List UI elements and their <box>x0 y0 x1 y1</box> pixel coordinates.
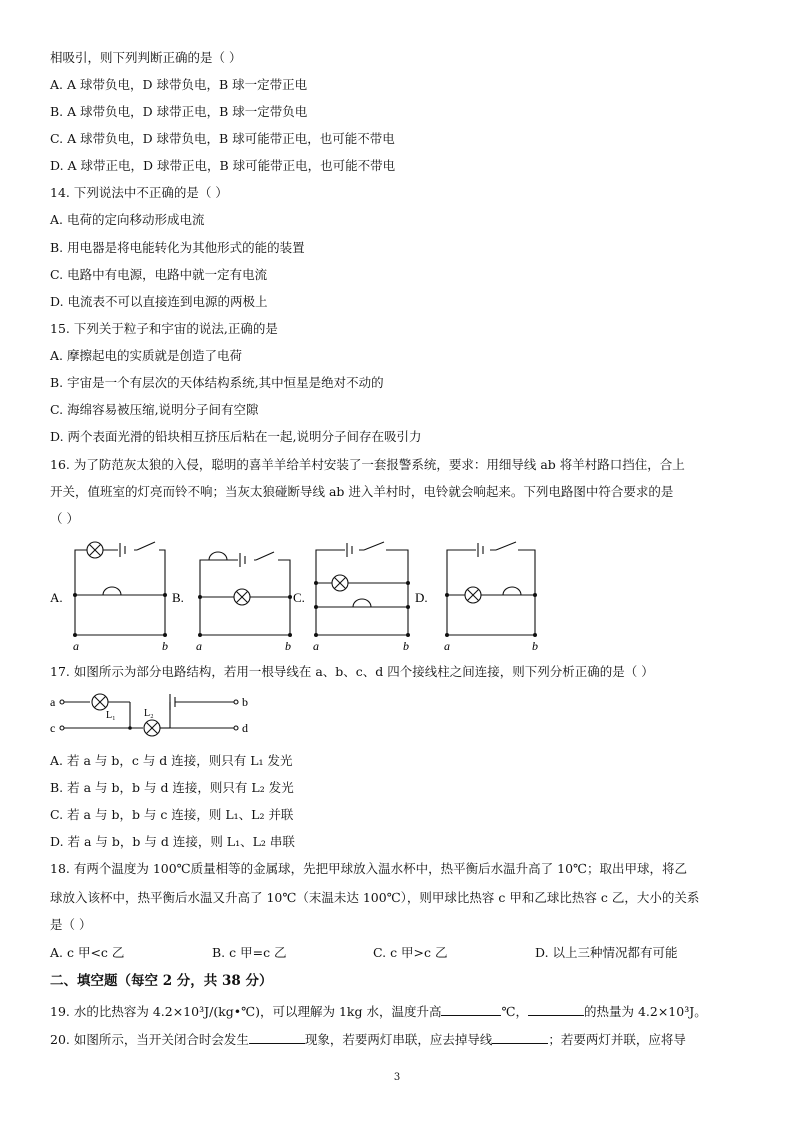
q17-option-d: D. 若 a 与 b，b 与 d 连接，则 L₁、L₂ 串联 <box>50 834 295 849</box>
q14-option-d: D. 电流表不可以直接连到电源的两极上 <box>50 294 268 309</box>
q13-option-b: B. A 球带负电，D 球带正电，B 球一定带负电 <box>50 104 308 119</box>
q16-circuit-diagrams <box>0 535 794 665</box>
q17-option-a: A. 若 a 与 b，c 与 d 连接，则只有 L₁ 发光 <box>50 753 293 768</box>
q15-option-b: B. 宇宙是一个有层次的天体结构系统,其中恒星是绝对不动的 <box>50 375 384 390</box>
q20-blank-2[interactable] <box>492 1031 548 1044</box>
q14-option-b: B. 用电器是将电能转化为其他形式的能的装置 <box>50 240 305 255</box>
q14-option-a: A. 电荷的定向移动形成电流 <box>50 212 205 227</box>
q19-text-1: 19. 水的比热容为 4.2×10³J/(kg•℃)，可以理解为 1kg 水，温度升高 <box>50 1004 442 1019</box>
q15-stem: 15. 下列关于粒子和宇宙的说法,正确的是 <box>50 321 278 336</box>
q20 <box>50 1031 686 1048</box>
q16-label-d: D. <box>415 590 428 605</box>
terminal-b: b <box>532 639 538 653</box>
lamp-l2-label: L₂ <box>144 708 154 719</box>
q15-option-c: C. 海绵容易被压缩,说明分子间有空隙 <box>50 402 259 417</box>
q20-text-2: 现象，若要两灯串联，应去掉导线 <box>304 1032 493 1047</box>
terminal-b: b <box>242 695 248 709</box>
q14-stem: 14. 下列说法中不正确的是（ ） <box>50 185 228 200</box>
terminal-b: b <box>162 639 168 653</box>
q16-circuit-b <box>200 552 290 635</box>
q17-option-c: C. 若 a 与 b，b 与 c 连接，则 L₁、L₂ 并联 <box>50 807 294 822</box>
q13-option-c: C. A 球带负电，D 球带负电，B 球可能带正电，也可能不带电 <box>50 131 395 146</box>
terminal-a: a <box>50 695 56 709</box>
terminal-b: b <box>285 639 291 653</box>
q16-stem-line1: 16. 为了防范灰太狼的入侵，聪明的喜羊羊给羊村安装了一套报警系统，要求：用细导线 ab 将羊村路口挡住，合上 <box>50 457 685 472</box>
q17-partial-circuit <box>48 690 268 740</box>
q18-option-d: D. 以上三种情况都有可能 <box>535 945 678 960</box>
terminal-a: a <box>444 639 450 653</box>
q13-continuation: 相吸引，则下列判断正确的是（ ） <box>50 50 242 65</box>
q20-blank-1[interactable] <box>249 1031 305 1044</box>
q18-stem-line2: 球放入该杯中，热平衡后水温又升高了 10℃（末温未达 100℃），则甲球比热容 c 甲和乙球比热容 c 乙，大小的关系 <box>50 890 700 905</box>
q13-option-a: A. A 球带负电，D 球带负电，B 球一定带正电 <box>50 77 308 92</box>
q17-option-b: B. 若 a 与 b，b 与 d 连接，则只有 L₂ 发光 <box>50 780 294 795</box>
q16-circuit-a <box>75 542 165 635</box>
terminal-b: b <box>403 639 409 653</box>
q18-option-a: A. c 甲<c 乙 <box>50 945 125 960</box>
q16-label-a: A. <box>50 590 63 605</box>
terminal-d: d <box>242 721 248 735</box>
section-2-heading: 二、填空题（每空 2 分，共 38 分） <box>50 973 273 989</box>
q16-circuit-d <box>447 542 535 635</box>
lamp-l1-label: L₁ <box>106 710 116 721</box>
q19-text-3: 的热量为 4.2×10³J。 <box>583 1004 707 1019</box>
q16-stem-line2: 开关，值班室的灯亮而铃不响；当灰太狼碰断导线 ab 进入羊村时，电铃就会响起来。下列电路图中符合要求的是 <box>50 484 674 499</box>
q20-text-1: 20. 如图所示，当开关闭合时会发生 <box>50 1032 249 1047</box>
terminal-a: a <box>313 639 319 653</box>
q13-option-d: D. A 球带正电，D 球带正电，B 球可能带正电，也可能不带电 <box>50 158 396 173</box>
q20-text-3: ；若要两灯并联，应将导 <box>548 1032 686 1047</box>
q18-stem-line1: 18. 有两个温度为 100℃质量相等的金属球，先把甲球放入温水杯中，热平衡后水温升高了 10℃；取出甲球，将乙 <box>50 861 688 876</box>
page-number: 3 <box>393 1072 401 1083</box>
q18-option-c: C. c 甲>c 乙 <box>373 945 448 960</box>
q18-option-b: B. c 甲=c 乙 <box>212 945 287 960</box>
q19 <box>50 1003 707 1020</box>
q17-stem: 17. 如图所示为部分电路结构，若用一根导线在 a、b、c、d 四个接线柱之间连接，则下列分析正确的是（ ） <box>50 664 654 679</box>
q15-option-d: D. 两个表面光滑的铅块相互挤压后粘在一起,说明分子间存在吸引力 <box>50 429 422 444</box>
q18-stem-line3: 是（ ） <box>50 917 92 932</box>
q16-label-c: C. <box>293 590 305 605</box>
q19-text-2: ℃， <box>501 1004 528 1019</box>
terminal-a: a <box>73 639 79 653</box>
q14-option-c: C. 电路中有电源，电路中就一定有电流 <box>50 267 268 282</box>
q16-circuit-c <box>316 542 408 635</box>
q15-option-a: A. 摩擦起电的实质就是创造了电荷 <box>50 348 242 363</box>
terminal-c: c <box>50 721 56 735</box>
terminal-a: a <box>196 639 202 653</box>
q19-blank-1[interactable] <box>441 1003 501 1016</box>
q19-blank-2[interactable] <box>528 1003 584 1016</box>
q16-label-b: B. <box>172 590 184 605</box>
q16-stem-line3: （ ） <box>50 511 79 526</box>
